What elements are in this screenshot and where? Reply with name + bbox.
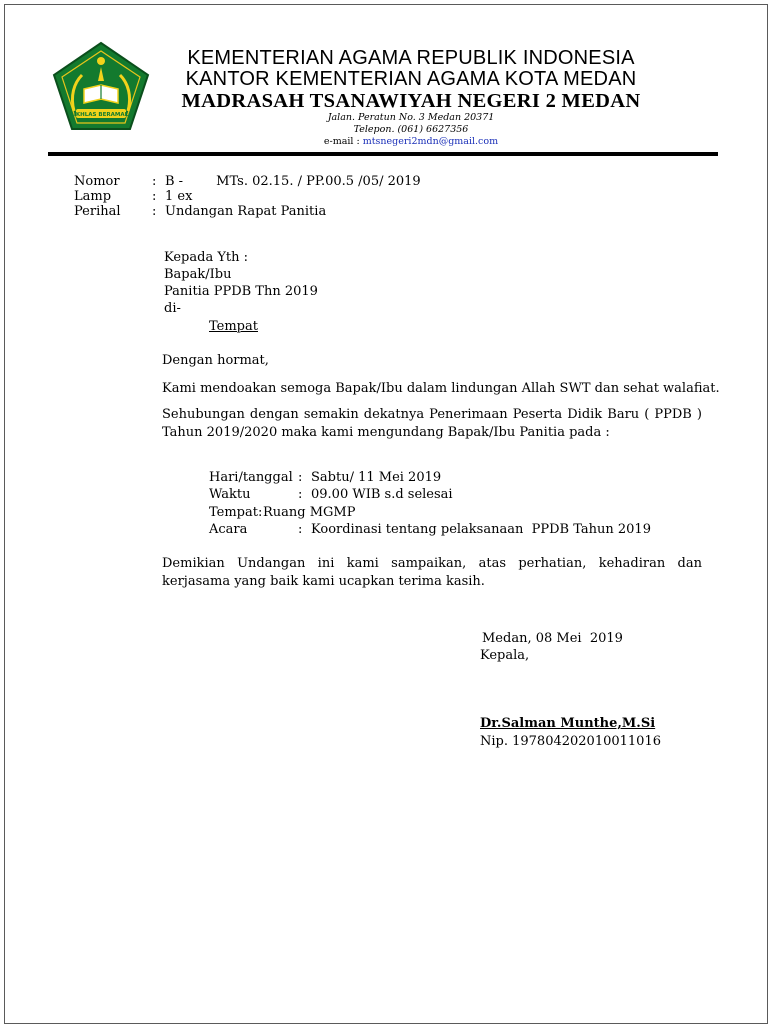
field-label: Perihal xyxy=(74,204,121,219)
school-email-line xyxy=(150,136,672,148)
detail-label: Tempat: xyxy=(209,505,263,520)
field-colon: : xyxy=(152,189,157,204)
detail-label: Hari/tanggal xyxy=(209,470,293,485)
paragraph-closing: Demikian Undangan ini kami sampaikan, atas perhatian, kehadiran dan kerjasama yang baik kami ucapkan terima kasih. xyxy=(162,556,702,589)
signer-title: Kepala, xyxy=(480,648,530,663)
school-phone: Telepon. (061) 6627356 xyxy=(353,124,469,135)
detail-colon: : xyxy=(298,522,303,537)
field-colon: : xyxy=(152,204,157,219)
detail-value: Ruang MGMP xyxy=(263,505,356,520)
greeting: Dengan hormat, xyxy=(162,353,269,368)
detail-label: Acara xyxy=(209,522,248,537)
field-value: B - MTs. 02.15. / PP.00.5 /05/ 2019 xyxy=(165,174,421,189)
field-value: 1 ex xyxy=(165,189,193,204)
detail-value: 09.00 WIB s.d selesai xyxy=(311,487,453,502)
detail-colon: : xyxy=(298,487,303,502)
detail-value: Koordinasi tentang pelaksanaan PPDB Tahun 2019 xyxy=(311,522,651,537)
recipient-line-3: Panitia PPDB Thn 2019 xyxy=(164,284,318,299)
recipient-place: Tempat xyxy=(209,319,258,334)
letterhead-divider xyxy=(48,152,718,156)
office-title: KANTOR KEMENTERIAN AGAMA KOTA MEDAN xyxy=(185,68,637,90)
signer-name: Dr.Salman Munthe,M.Si xyxy=(480,716,656,731)
signer-nip: Nip. 197804202010011016 xyxy=(480,734,661,749)
paragraph-prayer: Kami mendoakan semoga Bapak/Ibu dalam lindungan Allah SWT dan sehat walafiat. xyxy=(162,381,720,396)
field-label: Nomor xyxy=(74,174,120,189)
email-link[interactable]: mtsnegeri2mdn@gmail.com xyxy=(362,136,499,147)
ministry-title: KEMENTERIAN AGAMA REPUBLIK INDONESIA xyxy=(187,47,635,69)
detail-label: Waktu xyxy=(209,487,251,502)
page-border xyxy=(4,4,768,1024)
email-label: e-mail : xyxy=(323,136,360,147)
recipient-line-2: Bapak/Ibu xyxy=(164,267,232,282)
detail-value: Sabtu/ 11 Mei 2019 xyxy=(311,470,442,485)
recipient-line-4: di- xyxy=(164,301,181,316)
kemenag-logo xyxy=(52,41,150,131)
field-label: Lamp xyxy=(74,189,112,204)
letterhead xyxy=(150,48,672,148)
field-colon: : xyxy=(152,174,157,189)
logo-ribbon-text: IKHLAS BERAMAL xyxy=(73,112,129,118)
recipient-line-1: Kepada Yth : xyxy=(164,250,249,265)
place-date: Medan, 08 Mei 2019 xyxy=(482,631,623,646)
paragraph-invitation: Sehubungan dengan semakin dekatnya Penerimaan Peserta Didik Baru ( PPDB ) Tahun 2019/2020 maka kami mengundang Bapak/Ibu Panitia pada : xyxy=(162,407,702,440)
detail-colon: : xyxy=(298,470,303,485)
school-address: Jalan. Peratun No. 3 Medan 20371 xyxy=(327,112,495,123)
school-title: MADRASAH TSANAWIYAH NEGERI 2 MEDAN xyxy=(181,90,641,112)
logo-star xyxy=(97,57,105,65)
field-value: Undangan Rapat Panitia xyxy=(165,204,327,219)
